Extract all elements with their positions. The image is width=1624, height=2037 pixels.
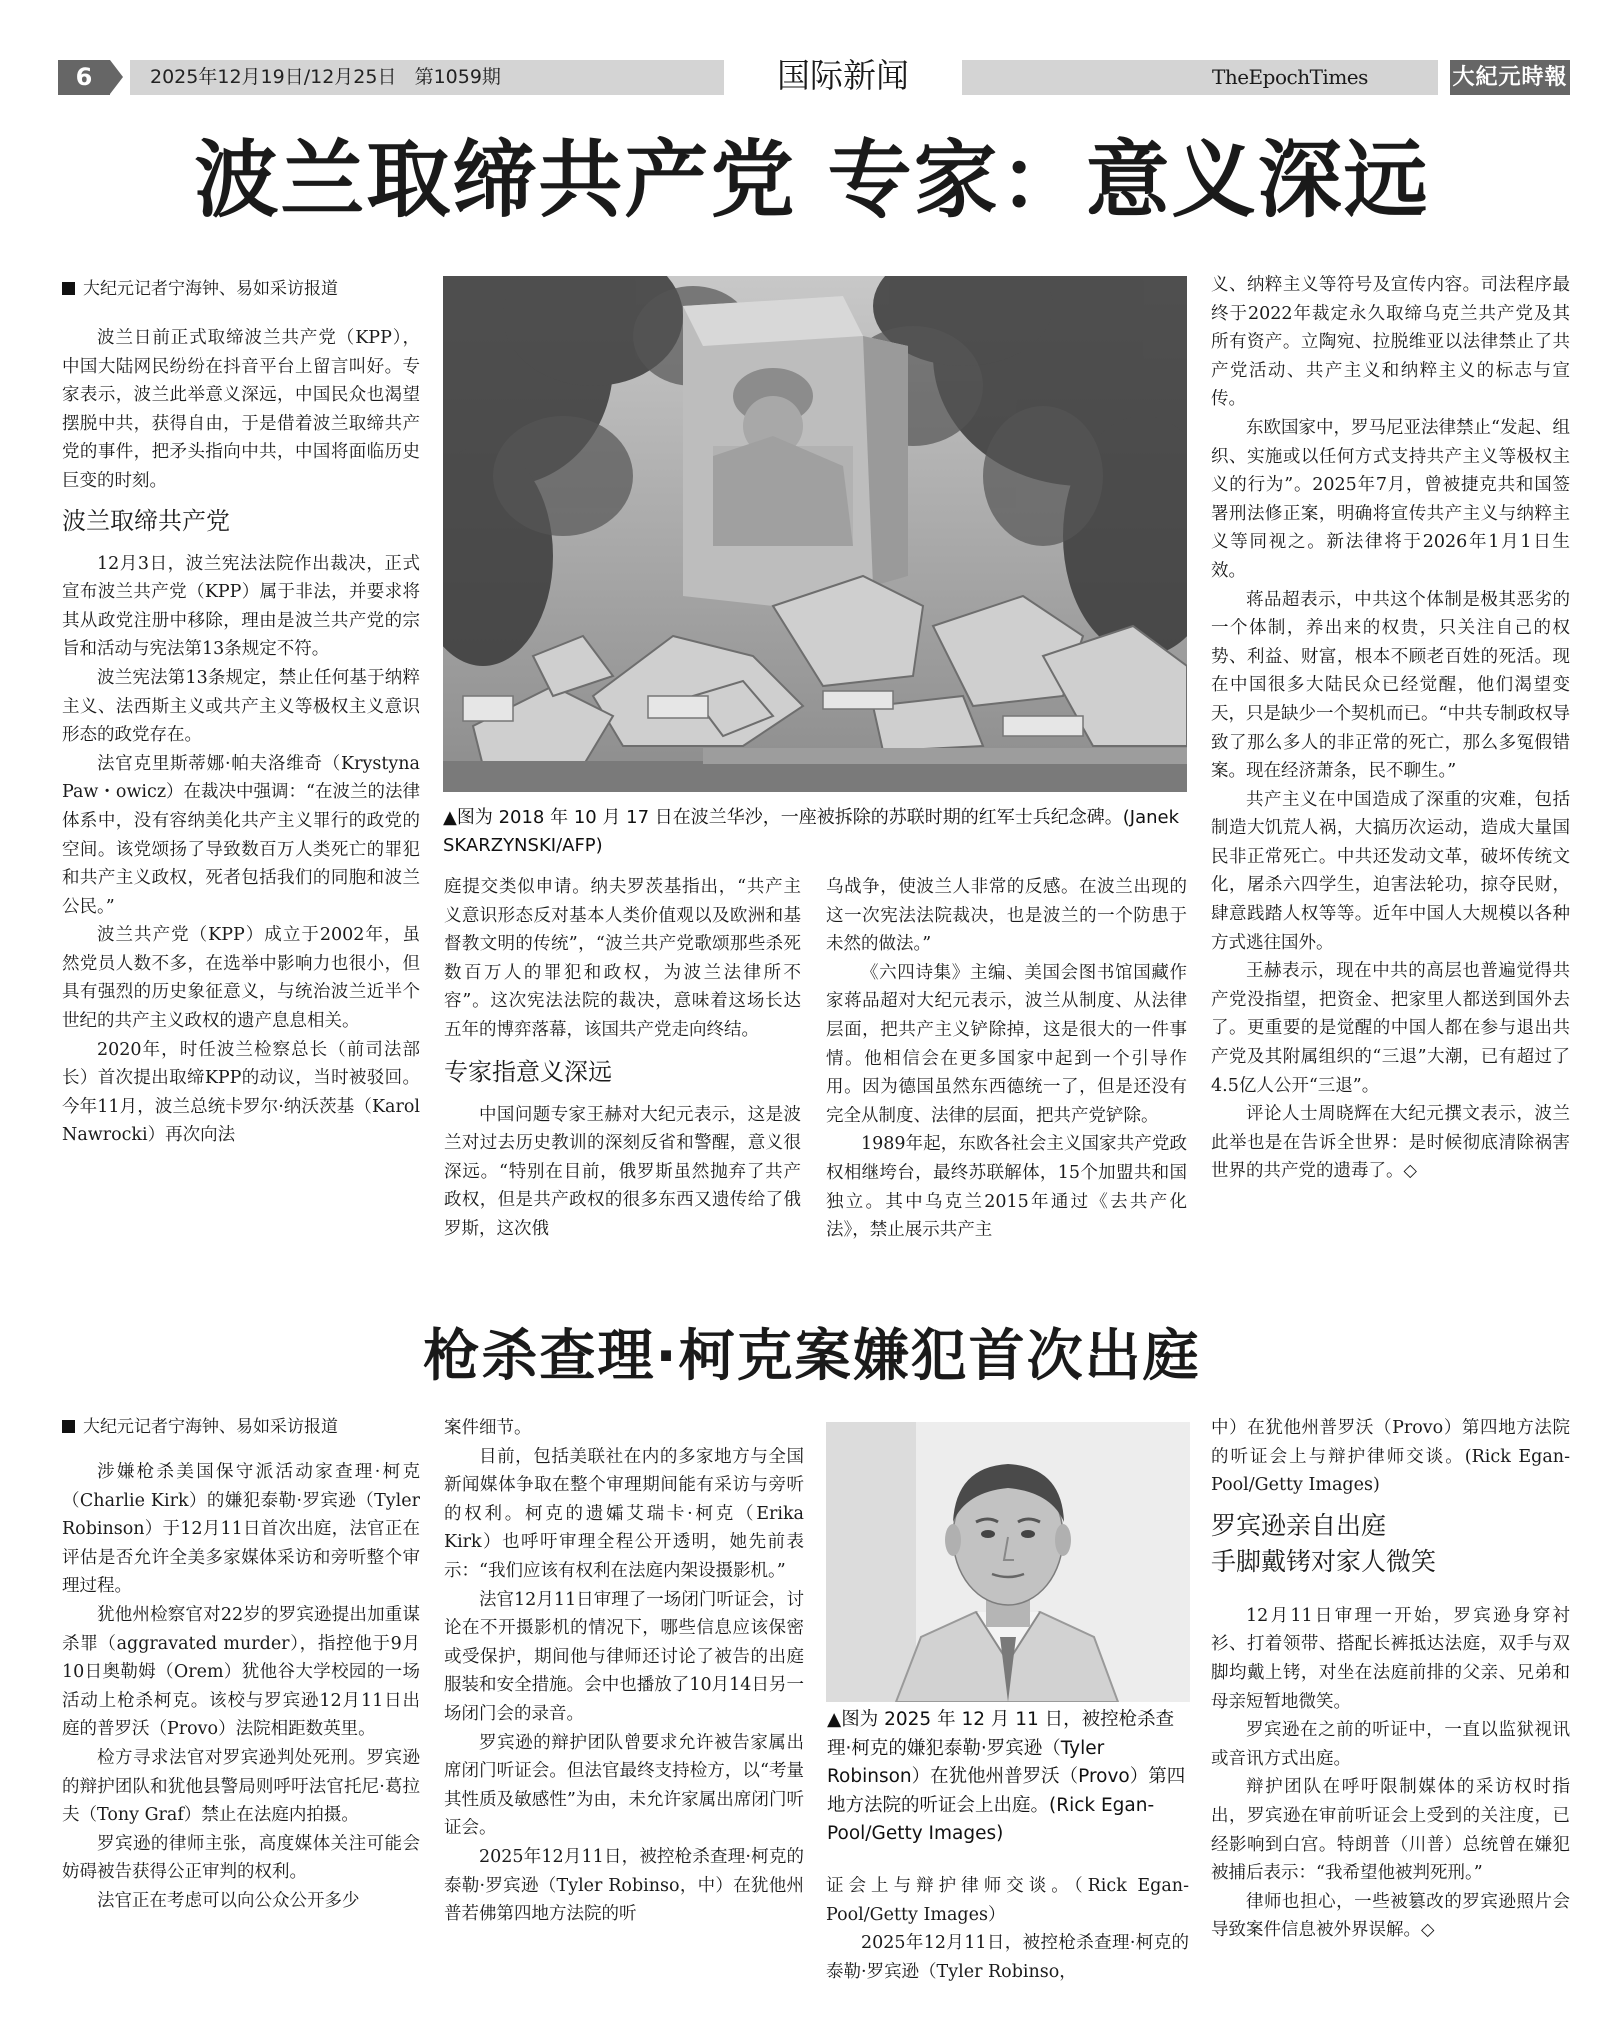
demolished-monument-image [443,276,1187,792]
paragraph: 法官正在考虑可以向公众公开多少 [97,1890,360,1911]
article2-photo-caption: ▲图为 2025 年 12 月 11 日，被控枪杀查理·柯克的嫌犯泰勒·罗宾逊（Tyler Robinson）在犹他州普罗沃（Provo）第四地方法院的听证会上出庭。(Rick Egan-Pool/Getty Images) [827,1709,1186,1845]
paragraph: 乌战争，使波兰人非常的反感。在波兰出现的这一次宪法法院裁决，也是波兰的一个防患于未然的做法。” [826,877,1187,955]
paragraph: 案件细节。 [444,1418,532,1438]
brand-english: TheEpochTimes [1212,65,1368,89]
article1-column-2 [444,873,801,1283]
article2-photo [826,1422,1190,1702]
paragraph: 波兰日前正式取缔波兰共产党（KPP），中国大陆网民纷纷在抖音平台上留言叫好。专家表示，波兰此举意义深远，中国民众也渴望摆脱中共，获得自由，于是借着波兰取缔共产党的事件，把矛头指向中共，中国将面临历史巨变的时刻。 [62,328,420,491]
paragraph: 2020年，时任波兰检察总长（前司法部长）首次提出取缔KPP的动议，当时被驳回。今年11月，波兰总统卡罗尔·纳沃茨基（Karol Nawrocki）再次向法 [62,1039,420,1146]
paragraph: 1989年起，东欧各社会主义国家共产党政权相继垮台，最终苏联解体，15个加盟共和国独立。其中乌克兰2015年通过《去共产化法》，禁止展示共产主 [826,1134,1187,1241]
paragraph: 律师也担心，一些被篡改的罗宾逊照片会导致案件信息被外界误解。◇ [1211,1891,1570,1941]
article2-column-1 [62,1414,420,2014]
paragraph: 东欧国家中，罗马尼亚法律禁止“发起、组织、实施或以任何方式支持共产主义等极权主义的行为”。2025年7月，曾被捷克共和国签署刑法修正案，明确将宣传共产主义与纳粹主义等同视之。新法律将于2026年1月1日生效。 [1211,417,1570,581]
paragraph: 证会上与辩护律师交谈。（Rick Egan-Pool/Getty Images） [826,1876,1189,1925]
paragraph: 罗宾逊的辩护团队曾要求允许被告家属出席闭门听证会。但法官最终支持检方，以“考量其性质及敏感性”为由，未允许家属出席闭门听证会。 [444,1732,804,1839]
article1-byline: 大纪元记者宁海钟、易如采访报道 [62,276,420,302]
paragraph: 目前，包括美联社在内的多家地方与全国新闻媒体争取在整个审理期间能有采访与旁听的权利。柯克的遗孀艾瑞卡·柯克（Erika Kirk）也呼吁审理全程公开透明，她先前表示：“我们应该有权利在法庭内架设摄影机。” [444,1446,804,1581]
article2-column-3 [826,1872,1189,2014]
page-header [58,56,1570,95]
paragraph: 蒋品超表示，中共这个体制是极其恶劣的一个体制，养出来的权贵，只关注自己的权势、利益、财富，根本不顾老百姓的死活。现在中国很多大陆民众已经觉醒，他们渴望变天，只是缺少一个契机而已。“中共专制政权导致了那么多人的非正常的死亡，那么多冤假错案。现在经济萧条，民不聊生。” [1211,589,1570,782]
paragraph: 12月11日审理一开始，罗宾逊身穿衬衫、打着领带、搭配长裤抵达法庭，双手与双脚均戴上铐，对坐在法庭前排的父亲、兄弟和母亲短暂地微笑。 [1211,1605,1570,1712]
article1-subhead-2: 专家指意义深远 [444,1057,612,1086]
article1-photo-caption: ▲图为 2018 年 10 月 17 日在波兰华沙，一座被拆除的苏联时期的红军士兵纪念碑。(Janek SKARZYNSKI/AFP) [443,807,1180,856]
paragraph: 评论人士周晓辉在大纪元撰文表示，波兰此举也是在告诉全世界：是时候彻底清除祸害世界的共产党的遗毒了。◇ [1211,1104,1570,1182]
article1-column-1 [62,276,420,1282]
paragraph: 罗宾逊的律师主张，高度媒体关注可能会妨碍被告获得公正审判的权利。 [62,1833,420,1883]
paragraph: 共产主义在中国造成了深重的灾难，包括制造大饥荒人祸，大搞历次运动，造成大量国民非正常死亡。中共还发动文革，破坏传统文化，屠杀六四学生，迫害法轮功，掠夺民财，肆意践踏人权等等。近年中国人大规模以各种方式逃往国外。 [1211,789,1570,953]
paragraph: 王赫表示，现在中共的高层也普遍觉得共产党没指望，把资金、把家里人都送到国外去了。更重要的是觉醒的中国人都在参与退出共产党及其附属组织的“三退”大潮，已有超过了4.5亿人公开“三退”。 [1211,961,1570,1096]
paragraph: 12月3日，波兰宪法法院作出裁决，正式宣布波兰共产党（KPP）属于非法，并要求将其从政党注册中移除，理由是波兰共产党的宗旨和活动与宪法第13条规定不符。 [62,553,420,660]
paragraph: 庭提交类似申请。纳夫罗茨基指出，“共产主义意识形态反对基本人类价值观以及欧洲和基督教文明的传统”，“波兰共产党歌颂那些杀死数百万人的罪犯和政权，为波兰法律所不容”。这次宪法法院的裁决，意味着这场长达五年的博弈落幕，该国共产党走向终结。 [444,877,801,1040]
paragraph: 涉嫌枪杀美国保守派活动家查理·柯克（Charlie Kirk）的嫌犯泰勒·罗宾逊（Tyler Robinson）于12月11日首次出庭，法官正在评估是否允许全美多家媒体采访和旁听整个审理过程。 [62,1462,420,1597]
article1-photo [443,276,1187,792]
paragraph: 辩护团队在呼吁限制媒体的采访权时指出，罗宾逊在审前听证会上受到的关注度，已经影响到白宫。特朗普（川普）总统曾在嫌犯被捕后表示：“我希望他被判死刑。” [1211,1777,1570,1884]
article2-column-4 [1211,1414,1570,2014]
paragraph: 2025年12月11日，被控枪杀查理·柯克的泰勒·罗宾逊（Tyler Robinso，中）在犹他州普若佛第四地方法院的听 [444,1846,804,1925]
paragraph: 2025年12月11日，被控枪杀查理·柯克的泰勒·罗宾逊（Tyler Robinso， [826,1933,1189,1982]
paragraph: 义、纳粹主义等符号及宣传内容。司法程序最终于2022年裁定永久取缔乌克兰共产党及其所有资产。立陶宛、拉脱维亚以法律禁止了共产党活动、共产主义和纳粹主义的标志与宣传。 [1211,275,1570,410]
section-title: 国际新闻 [777,56,909,95]
paragraph: 检方寻求法官对罗宾逊判处死刑。罗宾逊的辩护团队和犹他县警局则呼吁法官托尼·葛拉夫（Tony Graf）禁止在法庭内拍摄。 [62,1747,420,1826]
square-bullet-icon [62,282,75,295]
paragraph: 法官克里斯蒂娜·帕夫洛维奇（Krystyna Paw・owicz）在裁决中强调：“在波兰的法律体系中，没有容纳美化共产主义罪行的政党的空间。该党颂扬了导致数百万人类死亡的罪犯和共产主义政权，死者包括我们的同胞和波兰公民。” [62,753,420,917]
paragraph: 罗宾逊在之前的听证中，一直以监狱视讯或音讯方式出庭。 [1211,1720,1570,1769]
square-bullet-icon [62,1420,75,1433]
paragraph: 波兰宪法第13条规定，禁止任何基于纳粹主义、法西斯主义或共产主义等极权主义意识形态的政党存在。 [62,667,420,746]
article2-subhead: 罗宾逊亲自出庭 手脚戴铐对家人微笑 [1211,1510,1437,1576]
paragraph: 波兰共产党（KPP）成立于2002年，虽然党员人数不多，在选举中影响力也很小，但具有强烈的历史象征意义，与统治波兰近半个世纪的共产主义政权的遗产息息相关。 [62,925,420,1032]
article1-subhead-1: 波兰取缔共产党 [62,506,230,535]
paragraph: 中）在犹他州普罗沃（Provo）第四地方法院的听证会上与辩护律师交谈。(Rick Egan-Pool/Getty Images) [1211,1418,1570,1496]
article2-column-2 [444,1414,804,2014]
brand-logo: 大紀元時報 [1450,60,1570,95]
paragraph: 犹他州检察官对22岁的罗宾逊提出加重谋杀罪（aggravated murder），指控他于9月10日奥勒姆（Orem）犹他谷大学校园的一场活动上枪杀柯克。该校与罗宾逊12月11日出庭的普罗沃（Provo）法院相距数英里。 [62,1604,420,1740]
paragraph: 法官12月11日审理了一场闭门听证会，讨论在不开摄影机的情况下，哪些信息应该保密或受保护，期间他与律师还讨论了被告的出庭服装和安全措施。会中也播放了10月14日另一场闭门会的录音。 [444,1589,804,1724]
paragraph: 《六四诗集》主编、美国会图书馆国藏作家蒋品超对大纪元表示，波兰从制度、从法律层面，把共产主义铲除掉，这是很大的一件事情。他相信会在更多国家中起到一个引导作用。因为德国虽然东西德统一了，但是还没有完全从制度、法律的层面，把共产党铲除。 [826,962,1187,1126]
article1-headline: 波兰取缔共产党 专家：意义深远 [194,131,1430,229]
paragraph: 中国问题专家王赫对大纪元表示，这是波兰对过去历史教训的深刻反省和警醒，意义很深远。“特别在目前，俄罗斯虽然抛弃了共产政权，但是共产政权的很多东西又遗传给了俄罗斯，这次俄 [444,1104,801,1239]
defendant-portrait-image [826,1422,1190,1702]
page-number: 6 [58,60,110,95]
article2-byline: 大纪元记者宁海钟、易如采访报道 [62,1414,420,1440]
article1-column-3 [826,873,1187,1283]
issue-date: 2025年12月19日/12月25日 第1059期 [130,60,724,95]
article1-column-4 [1211,271,1570,1283]
article2-headline: 枪杀查理·柯克案嫌犯首次出庭 [423,1324,1201,1389]
